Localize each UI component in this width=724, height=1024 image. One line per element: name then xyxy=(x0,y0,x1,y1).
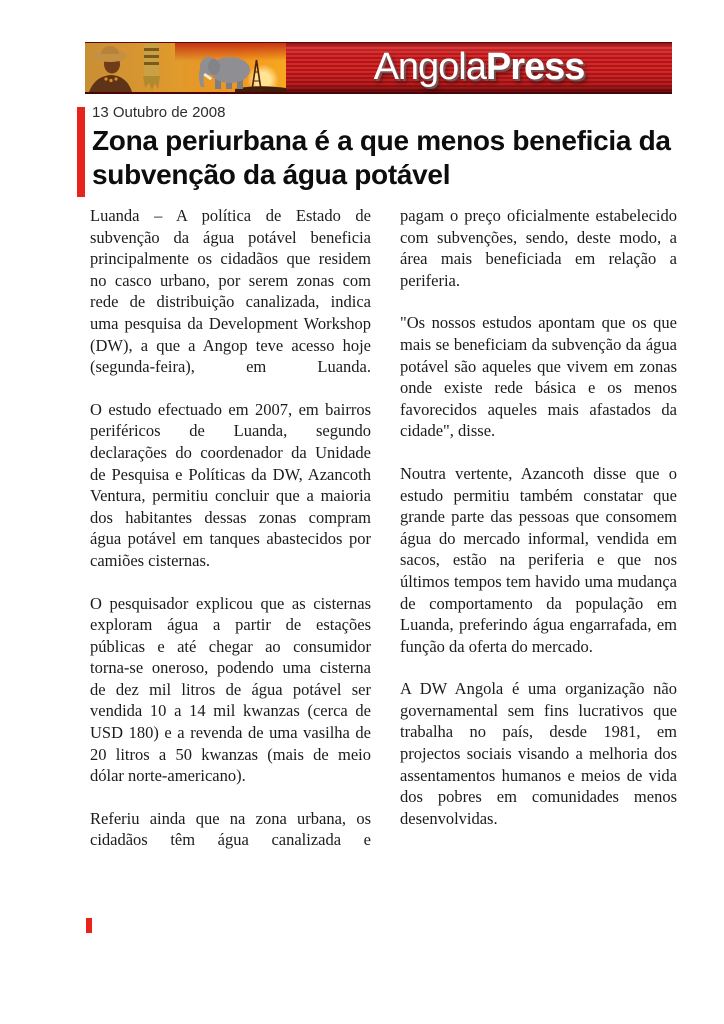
article-paragraph: A DW Angola é uma organização não governamental sem fins lucrativos que trabalha no país, desde 1981, em projectos sociais visando a melhoria dos assentamentos humanos e meios de vida dos pobres em comunidades menos desenvolvidas. xyxy=(400,679,677,828)
article-paragraph: "Os nossos estudos apontam que os que mais se beneficiam da subvenção da água potável são aqueles que vivem em zonas onde existe rede básica e os menos favorecidos aqueles mais afastados da cidade", disse. xyxy=(400,313,677,441)
brand-wordmark xyxy=(286,43,672,92)
headline-accent-bar xyxy=(77,107,85,197)
right-column xyxy=(400,205,677,872)
article-paragraph: O estudo efectuado em 2007, em bairros periféricos de Luanda, segundo declarações do coordenador da Unidade de Pesquisa e Políticas da DW, Azancoth Ventura, permitiu concluir que a maioria dos habitantes dessas zonas compram água potável em tanques abastecidos por camiões cisternas. xyxy=(90,399,371,570)
brand-press: Press xyxy=(485,46,585,88)
article-paragraph: Luanda – A política de Estado de subvenção da água potável beneficia principalmente os cidadãos que residem no casco urbano, por serem zonas com rede de distribuição canalizada, indica uma pesquisa da Development Workshop (DW), a que a Angop teve acesso hoje (segunda-feira), em Luanda. xyxy=(90,206,371,377)
article-paragraph: Referiu ainda que na zona urbana, os cidadãos têm água canalizada e xyxy=(90,808,371,850)
article-paragraph: O pesquisador explicou que as cisternas exploram água a partir de estações públicas e até chegar ao consumidor torna-se oneroso, podendo uma cisterna de dez mil litros de água potável ser vendida 10 a 14 mil kwanzas (cerca de USD 180) e a revenda de uma vasilha de 20 litros a 50 kwanzas (mais de meio dólar norte-americano). xyxy=(90,593,371,786)
article-headline: Zona periurbana é a que menos beneficia da subvenção da água potável xyxy=(92,125,671,190)
masthead-banner xyxy=(85,42,672,94)
end-mark xyxy=(86,918,92,933)
article-body xyxy=(90,205,677,872)
left-column xyxy=(90,205,371,872)
article-paragraph: Noutra vertente, Azancoth disse que o estudo permitiu também constatar que grande parte das pessoas que consomem água do mercado informal, vendida em sacos, estão na periferia e que nos últimos tempos tem havido uma mudança de comportamento da população em Luanda, preferindo água engarrafada, em função da oferta do mercado. xyxy=(400,463,677,656)
article-date: 13 Outubro de 2008 xyxy=(92,104,226,121)
article-paragraph: pagam o preço oficialmente estabelecido com subvenções, sendo, deste modo, a área mais beneficiada em relação a periferia. xyxy=(400,206,677,290)
brand-angola: Angola xyxy=(373,46,486,88)
banner-photo xyxy=(85,43,286,92)
sun-icon xyxy=(255,72,271,88)
totem-carving-icon xyxy=(143,43,160,90)
